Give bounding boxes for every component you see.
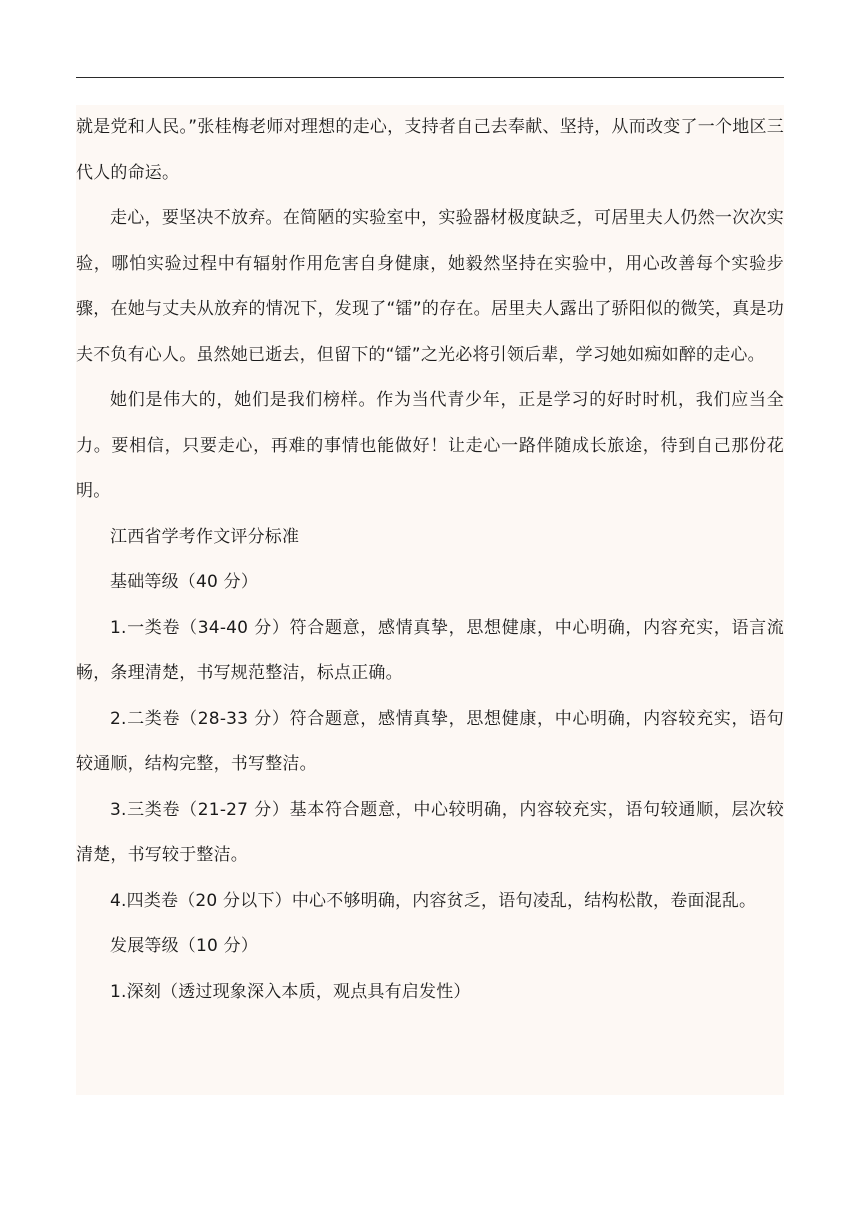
paragraph: 走心，要坚决不放弃。在简陋的实验室中，实验器材极度缺乏，可居里夫人仍然一次次实验，哪怕实验过程中有辐射作用危害自身健康，她毅然坚持在实验中，用心改善每个实验步骤，在她与丈夫从放弃的情况下，发现了“镭”的存在。居里夫人露出了骄阳似的微笑，真是功夫不负有心人。虽然她已逝去，但留下的“镭”之光必将引领后辈，学习她如痴如醉的走心。: [76, 208, 784, 365]
document-body: [76, 105, 784, 1095]
paragraph: 她们是伟大的，她们是我们榜样。作为当代青少年，正是学习的好时时机，我们应当全力。要相信，只要走心，再难的事情也能做好！让走心一路伴随成长旅途，待到自己那份花明。: [76, 390, 784, 501]
header-rule: [76, 77, 784, 78]
criteria-item: 2.二类卷（28-33 分）符合题意，感情真挚，思想健康，中心明确，内容较充实，语句较通顺，结构完整，书写整洁。: [76, 708, 784, 774]
criteria-item: 1.一类卷（34-40 分）符合题意，感情真挚，思想健康，中心明确，内容充实，语言流畅，条理清楚，书写规范整洁，标点正确。: [76, 617, 784, 683]
subsection-heading: 基础等级（40 分）: [110, 572, 259, 592]
criteria-item: 1.深刻（透过现象深入本质，观点具有启发性）: [110, 981, 471, 1002]
criteria-item: 4.四类卷（20 分以下）中心不够明确，内容贫乏，语句凌乱，结构松散，卷面混乱。: [110, 890, 757, 911]
criteria-item: 3.三类卷（21-27 分）基本符合题意，中心较明确，内容较充实，语句较通顺，层次较清楚，书写较于整洁。: [76, 799, 784, 865]
section-heading: 江西省学考作文评分标准: [110, 526, 300, 547]
subsection-heading: 发展等级（10 分）: [110, 936, 259, 956]
paragraph: 就是党和人民。”张桂梅老师对理想的走心，支持者自己去奉献、坚持，从而改变了一个地区三代人的命运。: [76, 117, 784, 183]
